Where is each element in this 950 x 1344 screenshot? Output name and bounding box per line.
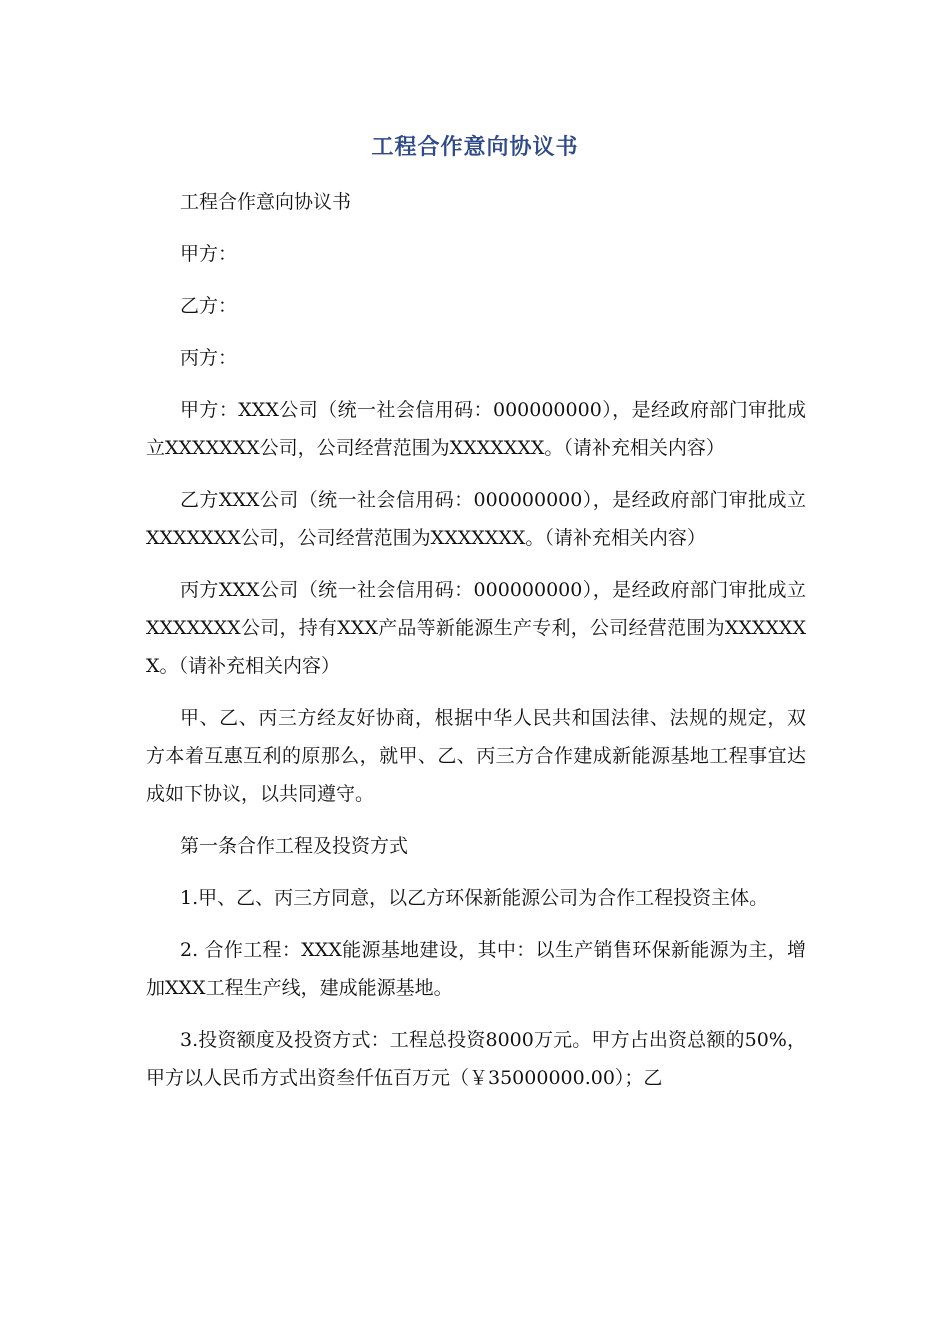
document-body — [146, 183, 806, 1111]
paragraph-clause-1: 1.甲、乙、丙三方同意，以乙方环保新能源公司为合作工程投资主体。 — [180, 887, 769, 909]
paragraph-heading: 工程合作意向协议书 — [180, 191, 352, 213]
paragraph-party-c-details: 丙方XXX公司（统一社会信用码：000000000），是经政府部门审批成立XXXXXXX公司，持有XXX产品等新能源生产专利，公司经营范围为XXXXXXX。（请补充相关内容） — [146, 579, 806, 677]
document-title: 工程合作意向协议书 — [371, 135, 579, 160]
paragraph-article-one-heading: 第一条合作工程及投资方式 — [180, 835, 409, 857]
paragraph-party-c: 丙方： — [180, 347, 238, 369]
paragraph-preamble: 甲、乙、丙三方经友好协商，根据中华人民共和国法律、法规的规定，双方本着互惠互利的原那么，就甲、乙、丙三方合作建成新能源基地工程事宜达成如下协议，以共同遵守。 — [146, 707, 806, 805]
paragraph-party-b: 乙方： — [180, 295, 238, 317]
paragraph-party-a: 甲方： — [180, 243, 238, 265]
paragraph-party-b-details: 乙方XXX公司（统一社会信用码：000000000），是经政府部门审批成立XXXXXXX公司，公司经营范围为XXXXXXX。（请补充相关内容） — [146, 489, 806, 549]
paragraph-clause-2: 2. 合作工程：XXX能源基地建设，其中：以生产销售环保新能源为主，增加XXX工程生产线，建成能源基地。 — [146, 939, 806, 999]
paragraph-party-a-details: 甲方：XXX公司（统一社会信用码：000000000），是经政府部门审批成立XXXXXXX公司，公司经营范围为XXXXXXX。（请补充相关内容） — [146, 399, 806, 459]
paragraph-clause-3: 3.投资额度及投资方式：工程总投资8000万元。甲方占出资总额的50%，甲方以人民币方式出资叁仟伍百万元（￥35000000.00）；乙 — [146, 1029, 806, 1089]
